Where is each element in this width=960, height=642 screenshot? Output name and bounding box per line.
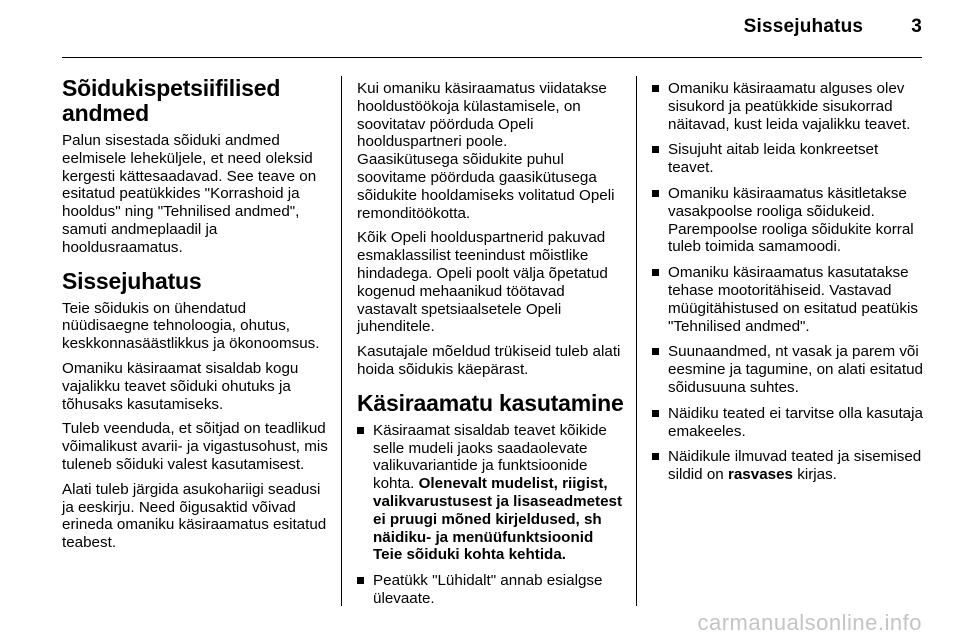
bullet-list — [357, 422, 625, 608]
bullet-square-icon — [652, 348, 659, 355]
paragraph: Kasutajale mõeldud trükiseid tuleb alati hoida sõidukis käepärast. — [357, 343, 621, 378]
bullet-list — [652, 80, 924, 484]
page-header — [744, 16, 922, 38]
list-item: Sisujuht aitab leida konkreetset teavet. — [652, 141, 924, 177]
watermark: carmanualsonline.info — [697, 610, 922, 635]
bullet-square-icon — [652, 453, 659, 460]
paragraph: Kõik Opeli hoolduspartnerid pakuvad esmaklassilist teenindust mõistlike hindadega. Opeli poolt välja õpetatud kogenud mehaanikud töötavad vastavalt spetsiaalsetele Opeli juhenditele. — [357, 229, 608, 336]
column-2 — [357, 80, 625, 616]
bullet-square-icon — [652, 269, 659, 276]
bullet-square-icon — [652, 146, 659, 153]
paragraph: Palun sisestada sõiduki andmed eelmisele leheküljele, et need oleksid kergesti kättesaadavad. See teave on esitatud peatükkides "Korrashoid ja hooldus" ning "Tehnilised andmed", samuti andmeplaadil ja hooldusraamatus. — [62, 132, 317, 256]
heading-vehicle-data: Sõidukispetsiifilised andmed — [62, 75, 281, 126]
list-item: Käsiraamat sisaldab teavet kõikide selle mudeli jaoks saadaolevate valikuvariantide ja funktsioonide kohta. Olenevalt mudelist, riigist, valikvarustusest ja lisaseadmetest ei pruugi mõned kirjeldused, sh näidiku- ja menüüfunktsioonid Teie sõiduki kohta kehtida. — [357, 422, 625, 564]
paragraph: Alati tuleb järgida asukohariigi seadusi ja eeskirju. Need õigusaktid võivad erineda omaniku käsiraamatus esitatud teabest. — [62, 480, 327, 552]
column-3 — [652, 80, 924, 492]
bullet-square-icon — [357, 427, 364, 434]
heading-introduction: Sissejuhatus — [62, 267, 202, 294]
paragraph: Kui omaniku käsiraamatus viidatakse hooldustöökoja külastamisele, on soovitatav pöörduda Opeli hoolduspartneri poole. — [357, 80, 607, 151]
list-item: Peatükk "Lühidalt" annab esialgse ülevaate. — [357, 572, 625, 608]
list-item: Suunaandmed, nt vasak ja parem või eesmine ja tagumine, on alati esitatud sõidusuuna suhtes. — [652, 343, 924, 396]
column-divider — [341, 76, 342, 606]
list-item: Näidiku teated ei tarvitse olla kasutaja emakeeles. — [652, 405, 924, 441]
bullet-square-icon — [357, 577, 364, 584]
paragraph: Teie sõidukis on ühendatud nüüdisaegne tehnoloogia, ohutus, keskkonnasäästlikkus ja ökonoomsus. — [62, 299, 320, 353]
column-1 — [62, 76, 330, 559]
paragraph: Gaasikütusega sõidukite puhul soovitame pöörduda gaasikütusega sõidukite hooldamiseks volitatud Opeli remonditöökotta. — [357, 151, 615, 222]
list-item: Omaniku käsiraamatu alguses olev sisukord ja peatükkide sisukorrad näitavad, kust leida vajalikku teavet. — [652, 80, 924, 133]
paragraph: Tuleb veenduda, et sõitjad on teadlikud võimalikust avarii- ja vigastusohust, mis tuleneb sõiduki valest kasutamisest. — [62, 420, 328, 473]
bullet-square-icon — [652, 410, 659, 417]
paragraph: Omaniku käsiraamat sisaldab kogu vajalikku teavet sõiduki ohutuks ja tõhusaks kasutamiseks. — [62, 359, 299, 413]
heading-using-manual: Käsiraamatu kasutamine — [357, 389, 624, 416]
list-item: Omaniku käsiraamatus kasutatakse tehase mootoritähiseid. Vastavad müügitähistused on esitatud peatükis "Tehnilised andmed". — [652, 264, 924, 335]
header-rule — [62, 57, 922, 58]
list-item: Omaniku käsiraamatus käsitletakse vasakpoolse rooliga sõidukeid. Parempoolse rooliga sõidukite korral tuleb toimida samamoodi. — [652, 185, 924, 256]
column-divider — [636, 76, 637, 606]
bullet-square-icon — [652, 85, 659, 92]
page-number: 3 — [911, 16, 922, 37]
bullet-square-icon — [652, 190, 659, 197]
list-item: Näidikule ilmuvad teated ja sisemised sildid on rasvases kirjas. — [652, 448, 924, 484]
header-title: Sissejuhatus — [743, 16, 864, 37]
